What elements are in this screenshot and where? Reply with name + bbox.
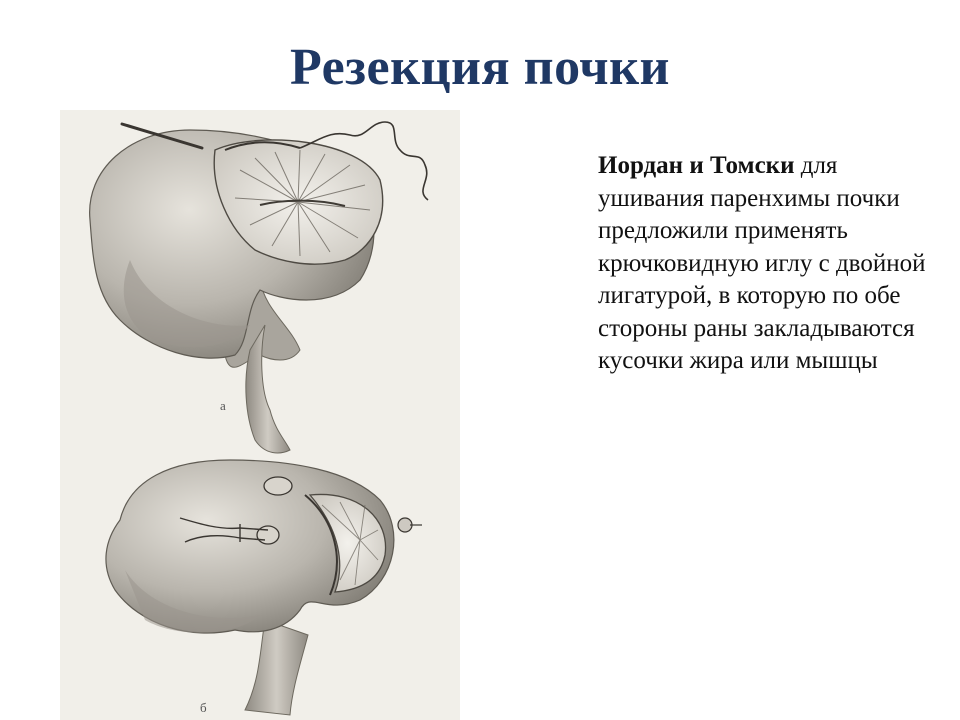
- figure-label-a: а: [220, 398, 226, 413]
- figure-label-b: б: [200, 700, 207, 715]
- description-text: [598, 150, 938, 378]
- description-body: для ушивания паренхимы почки предложили применять крючковидную иглу с двойной лигатурой, в которую по обе стороны раны закладываются кусочки жира или мышцы: [598, 152, 926, 374]
- kidney-resection-illustration: [60, 110, 460, 720]
- kidney-figure-a: [90, 122, 428, 453]
- slide-title: Резекция почки: [289, 39, 670, 96]
- kidney-figure-b: [106, 460, 422, 715]
- authors-name: Иордан и Томски: [598, 152, 795, 179]
